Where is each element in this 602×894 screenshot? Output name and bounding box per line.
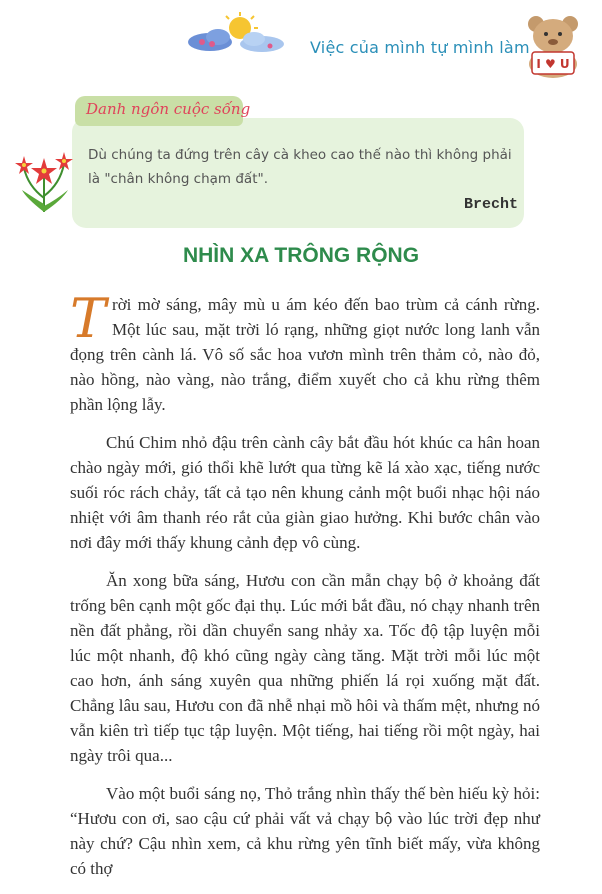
clouds-sun-illustration [182, 12, 292, 58]
story-paragraph: Chú Chim nhỏ đậu trên cành cây bắt đầu hót khúc ca hân hoan chào ngày mới, gió thổi khẽ lướt qua từng kẽ lá xào xạc, tiếng nước suối róc rách chảy, tất cả tạo nên khung cảnh một buổi nhạc hội náo nhiệt với âm thanh réo rắt của giàn giao hưởng. Khi bước chân vào nơi đây mới thấy khung cảnh đẹp vô cùng. [70, 433, 540, 552]
story-body [70, 287, 540, 894]
story-title: NHÌN XA TRÔNG RỘNG [182, 244, 420, 267]
teddy-bear-icon [518, 14, 588, 78]
story-paragraph: Trời mờ sáng, mây mù u ám kéo đến bao trùm cả cánh rừng. Một lúc sau, mặt trời ló rạng, những giọt nước long lanh vẫn đọng trên cành lá. Vô số sắc hoa vươn mình trên thảm cỏ, nào đỏ, nào hồng, nào vàng, nào trắng, điểm xuyết cho cả khu rừng thêm phần lộng lẫy. [70, 287, 540, 414]
story-paragraph: Ăn xong bữa sáng, Hươu con cần mẫn chạy bộ ở khoảng đất trống bên cạnh một gốc đại thụ. Lúc mới bắt đầu, nó chạy nhanh trên nền đất phẳng, rồi dần chuyển sang nhảy xa. Tốc độ tập luyện mỗi lúc một nhanh, độ khó cũng ngày càng tăng. Mặt trời mỗi lúc một cao hơn, ánh sáng xuyên qua những phiến lá rọi xuống mặt đất. Chẳng lâu sau, Hươu con đã nhễ nhại mồ hôi và thấm mệt, nhưng nó vẫn kiên trì tiếp tục tập luyện. Một tiếng, hai tiếng rồi một ngày, hai ngày trôi qua... [70, 571, 540, 765]
story-paragraph: Vào một buổi sáng nọ, Thỏ trắng nhìn thấy thế bèn hiếu kỳ hỏi: “Hươu con ơi, sao cậu cứ phải vất vả chạy bộ vào lúc trời đẹp như này chứ? Cậu nhìn xem, cả khu rừng yên tĩnh biết mấy, vừa không có thợ [70, 784, 540, 878]
drop-cap: T [70, 287, 107, 350]
quote-text: Dù chúng ta đứng trên cây cà kheo cao thế nào thì không phải là "chân không chạm đất". [88, 147, 512, 187]
quote-label: Danh ngôn cuộc sống [86, 100, 251, 118]
flower-icon [14, 138, 76, 212]
chapter-title: Việc của mình tự mình làm [310, 38, 530, 57]
bear-sign-text: I ♥ U [536, 57, 570, 71]
quote-author: Brecht [463, 196, 518, 213]
